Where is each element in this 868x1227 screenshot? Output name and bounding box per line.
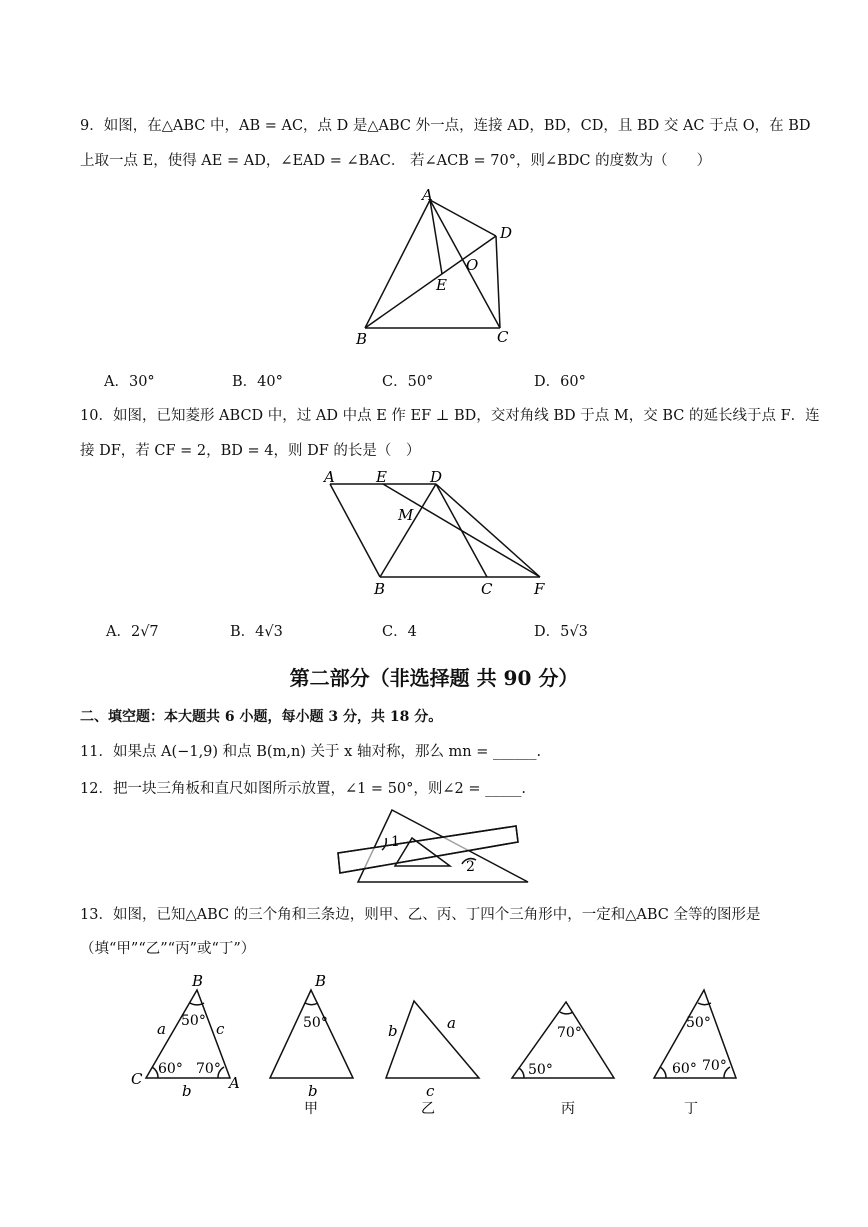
fill-blank-header: 二、填空题：本大题共 6 小题，每小题 3 分，共 18 分。 — [80, 709, 443, 725]
q9-option-b: B．40° — [232, 374, 283, 390]
q9-label-O: O — [466, 256, 479, 274]
q13-abc-a: a — [157, 1020, 166, 1038]
q9-label-B: B — [356, 330, 368, 348]
q12-angle-1: 1 — [391, 834, 400, 850]
q9-option-a: A．30° — [104, 374, 155, 390]
q13-jia-name: 甲 — [304, 1101, 318, 1117]
q9-option-d: D．60° — [534, 374, 586, 390]
q13-line1: 13．如图，已知△ABC 的三个角和三条边，则甲、乙、丙、丁四个三角形中，一定和△ABC 全等的图形是 — [80, 907, 761, 923]
q10-label-B: B — [374, 580, 386, 598]
q12-angle-2: 2 — [466, 859, 475, 875]
q10-option-a: A．2√7 — [106, 624, 159, 640]
q9-label-E: E — [436, 276, 447, 294]
q13-bing-ang2: 50° — [528, 1062, 553, 1078]
q13-abc-B: B — [192, 972, 204, 990]
q13-yi-b: b — [388, 1022, 398, 1040]
q10-option-b: B．4√3 — [230, 624, 283, 640]
q10-label-C: C — [481, 580, 493, 598]
q13-ding-ang2: 60° — [672, 1061, 697, 1077]
q13-yi-a: a — [447, 1014, 456, 1032]
q9-line1: 9．如图，在△ABC 中，AB = AC，点 D 是△ABC 外一点，连接 AD，BD，CD，且 BD 交 AC 于点 O，在 BD — [80, 118, 811, 134]
q13-abc-angB: 50° — [181, 1013, 206, 1029]
q11-text: 11．如果点 A(−1,9) 和点 B(m,n) 关于 x 轴对称，那么 mn = ______. — [80, 744, 542, 760]
q13-ding-ang1: 50° — [686, 1015, 711, 1031]
q9-label-C: C — [497, 328, 509, 346]
q10-option-c: C．4 — [382, 624, 417, 640]
q10-label-F: F — [534, 580, 545, 598]
q13-bing-name: 丙 — [561, 1101, 575, 1117]
q10-line2: 接 DF，若 CF = 2，BD = 4，则 DF 的长是（ ） — [80, 443, 421, 459]
q13-jia-b: b — [308, 1082, 318, 1100]
q10-label-A: A — [324, 468, 335, 486]
q9-label-A: A — [422, 186, 433, 204]
section-title: 第二部分（非选择题 共 90 分） — [289, 666, 579, 690]
q13-yi-name: 乙 — [421, 1101, 435, 1117]
q13-bing-ang1: 70° — [557, 1025, 582, 1041]
q10-line1: 10．如图，已知菱形 ABCD 中，过 AD 中点 E 作 EF ⊥ BD，交对角线 BD 于点 M，交 BC 的延长线于点 F．连 — [80, 408, 820, 424]
q13-abc-angA: 70° — [196, 1061, 221, 1077]
q9-line2: 上取一点 E，使得 AE = AD，∠EAD = ∠BAC． 若∠ACB = 70°，则∠BDC 的度数为（ ） — [80, 153, 712, 169]
q9-option-c: C．50° — [382, 374, 434, 390]
q10-label-M: M — [398, 506, 414, 524]
q13-abc-C: C — [131, 1070, 143, 1088]
q13-yi-c: c — [426, 1082, 435, 1100]
q10-label-D: D — [430, 468, 443, 486]
q13-jia-B: B — [315, 972, 327, 990]
q13-line2: （填“甲”“乙”“丙”或“丁”） — [80, 941, 256, 957]
q9-label-D: D — [500, 224, 513, 242]
q13-abc-b: b — [182, 1082, 192, 1100]
q10-label-E: E — [376, 468, 387, 486]
q10-option-d: D．5√3 — [534, 624, 588, 640]
q13-abc-c: c — [216, 1020, 225, 1038]
q13-abc-A: A — [229, 1074, 240, 1092]
q12-text: 12．把一块三角板和直尺如图所示放置，∠1 = 50°，则∠2 = _____. — [80, 781, 526, 797]
q13-ding-name: 丁 — [684, 1101, 698, 1117]
q13-abc-angC: 60° — [158, 1061, 183, 1077]
q13-jia-ang: 50° — [303, 1015, 328, 1031]
q13-ding-ang3: 70° — [702, 1058, 727, 1074]
